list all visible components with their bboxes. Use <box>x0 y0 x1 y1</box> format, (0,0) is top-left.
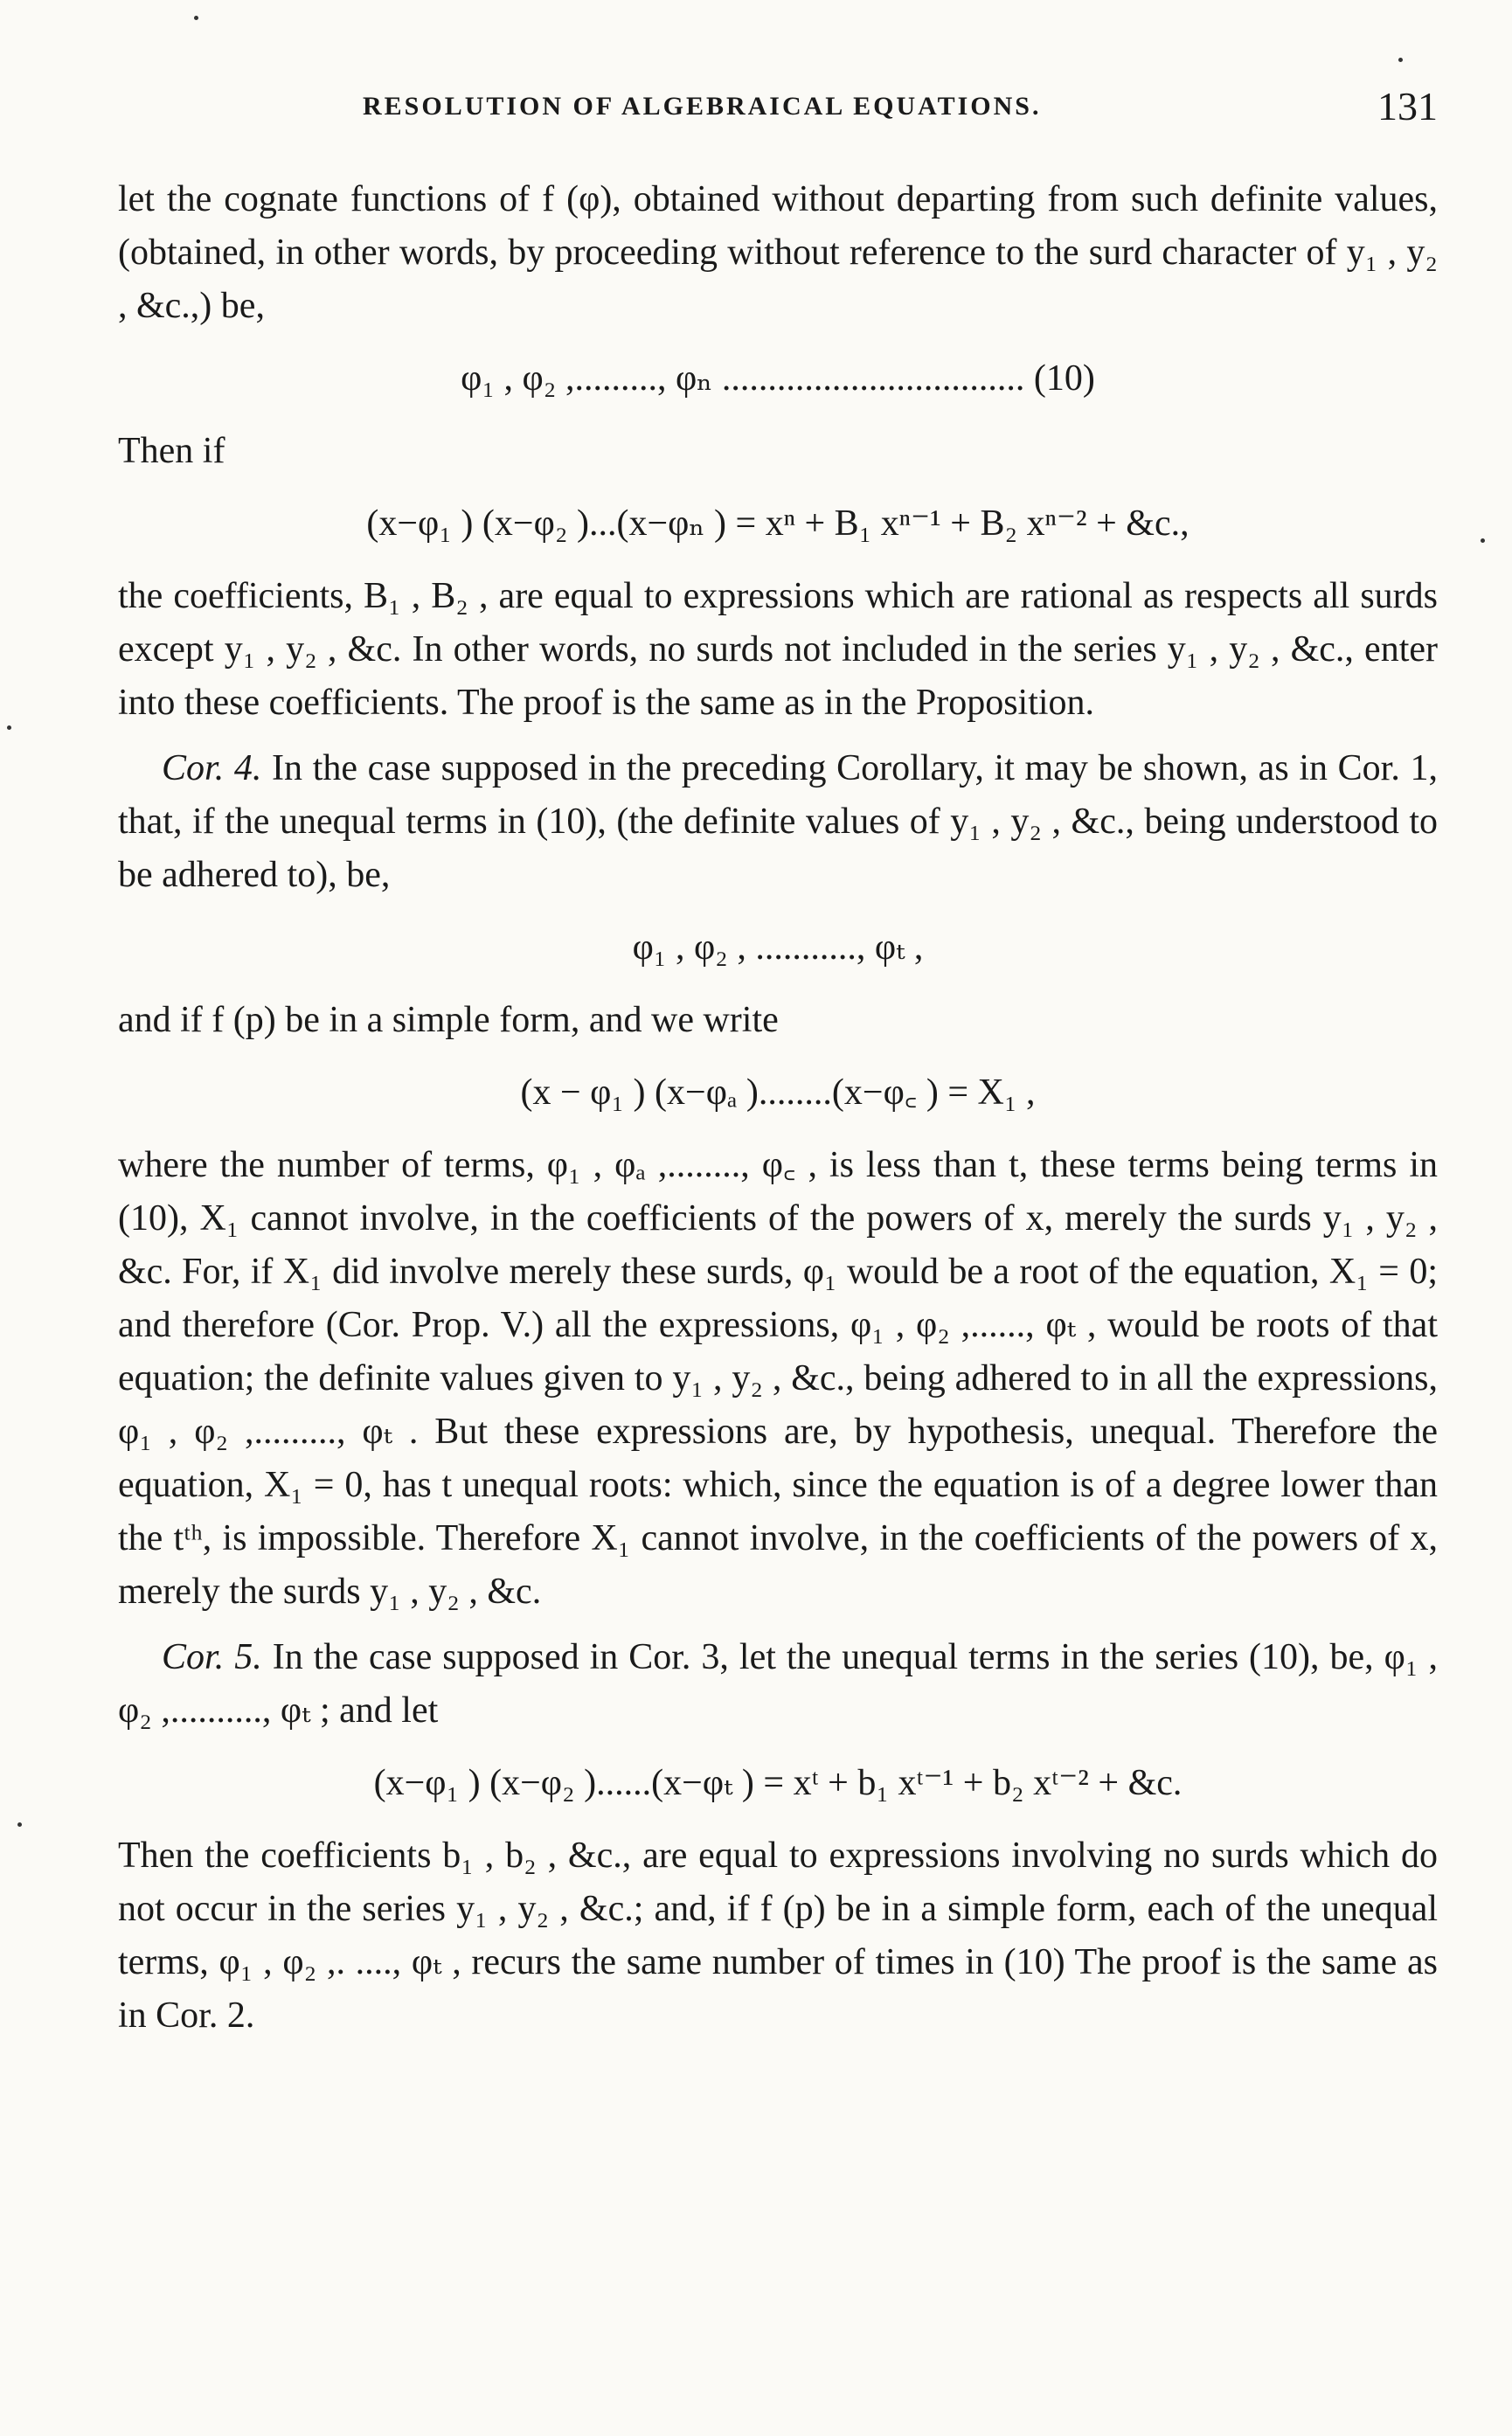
corollary-4-label: Cor. 4. <box>162 748 262 788</box>
page-body <box>118 173 1438 2043</box>
then-if-line: Then if <box>118 431 225 471</box>
print-speck <box>17 1822 22 1827</box>
corollary-4-text: In the case supposed in the preceding Corollary, it may be shown, as in Cor. 1, that, if the unequal terms in (10), (the definite values of y₁ , y₂ , &c., being understood to be adhered to), be, <box>118 748 1439 895</box>
corollary-5 <box>118 1631 1438 1738</box>
print-speck <box>1398 58 1403 62</box>
equation-product: (x−φ₁ ) (x−φ₂ )...(x−φₙ ) = xⁿ + B₁ xⁿ⁻¹ + B₂ xⁿ⁻² + &c., <box>366 503 1189 544</box>
paragraph-cognate-functions: let the cognate functions of f (φ), obtained without departing from such definite values, (obtained, in other words, by proceeding without reference to the surd character of y₁ , y₂ , &c.,) be, <box>118 179 1438 326</box>
print-speck <box>1481 538 1485 543</box>
paragraph-conclusion: Then the coefficients b₁ , b₂ , &c., are equal to expressions involving no surds which do not occur in the series y₁ , y₂ , &c.; and, if f (p) be in a simple form, each of the unequal terms, φ₁ , φ₂ ,. ...., φₜ , recurs the same number of times in (10) The proof is the same as in Cor. 2. <box>118 1836 1438 2036</box>
paragraph-coefficients: the coefficients, B₁ , B₂ , are equal to expressions which are rational as respects all surds except y₁ , y₂ , &c. In other words, no surds not included in the series y₁ , y₂ , &c., enter into these coefficients. The proof is the same as in the Proposition. <box>118 576 1438 723</box>
corollary-4 <box>118 742 1438 902</box>
paragraph-simple-form: and if f (p) be in a simple form, and we write <box>118 1000 779 1040</box>
equation-terms: φ₁ , φ₂ , ..........., φₜ , <box>632 927 924 968</box>
print-speck <box>7 725 11 730</box>
print-speck <box>194 16 198 20</box>
paragraph-proof: where the number of terms, φ₁ , φₐ ,........, φ꜀ , is less than t, these terms being terms in (10), X₁ cannot involve, in the coefficients of the powers of x, merely the surds y₁ , y₂ , &c. For, if X₁ did involve merely these surds, φ₁ would be a root of the equation, X₁ = 0; and therefore (Cor. Prop. V.) all the expressions, φ₁ , φ₂ ,......, φₜ , would be roots of that equation; the definite values given to y₁ , y₂ , &c., being adhered to in all the expressions, φ₁ , φ₂ ,........., φₜ . But these expressions are, by hypothesis, unequal. Therefore the equation, X₁ = 0, has t unequal roots: which, since the equation is of a degree lower than the tᵗʰ, is impossible. Therefore X₁ cannot involve, in the coefficients of the powers of x, merely the surds y₁ , y₂ , &c. <box>118 1145 1438 1612</box>
page-header <box>118 84 1438 144</box>
corollary-5-label: Cor. 5. <box>162 1637 262 1677</box>
corollary-5-text: In the case supposed in Cor. 3, let the unequal terms in the series (10), be, φ₁ , φ₂ ,.........., φₜ ; and let <box>118 1637 1439 1731</box>
page-number: 131 <box>1377 84 1438 128</box>
equation-10: φ₁ , φ₂ ,........., φₙ ................................. (10) <box>461 358 1095 399</box>
equation-x1: (x − φ₁ ) (x−φₐ )........(x−φ꜀ ) = X₁ , <box>520 1072 1036 1113</box>
equation-b: (x−φ₁ ) (x−φ₂ )......(x−φₜ ) = xᵗ + b₁ xᵗ⁻¹ + b₂ xᵗ⁻² + &c. <box>373 1763 1183 1803</box>
running-title: RESOLUTION OF ALGEBRAICAL EQUATIONS. <box>363 92 1042 121</box>
